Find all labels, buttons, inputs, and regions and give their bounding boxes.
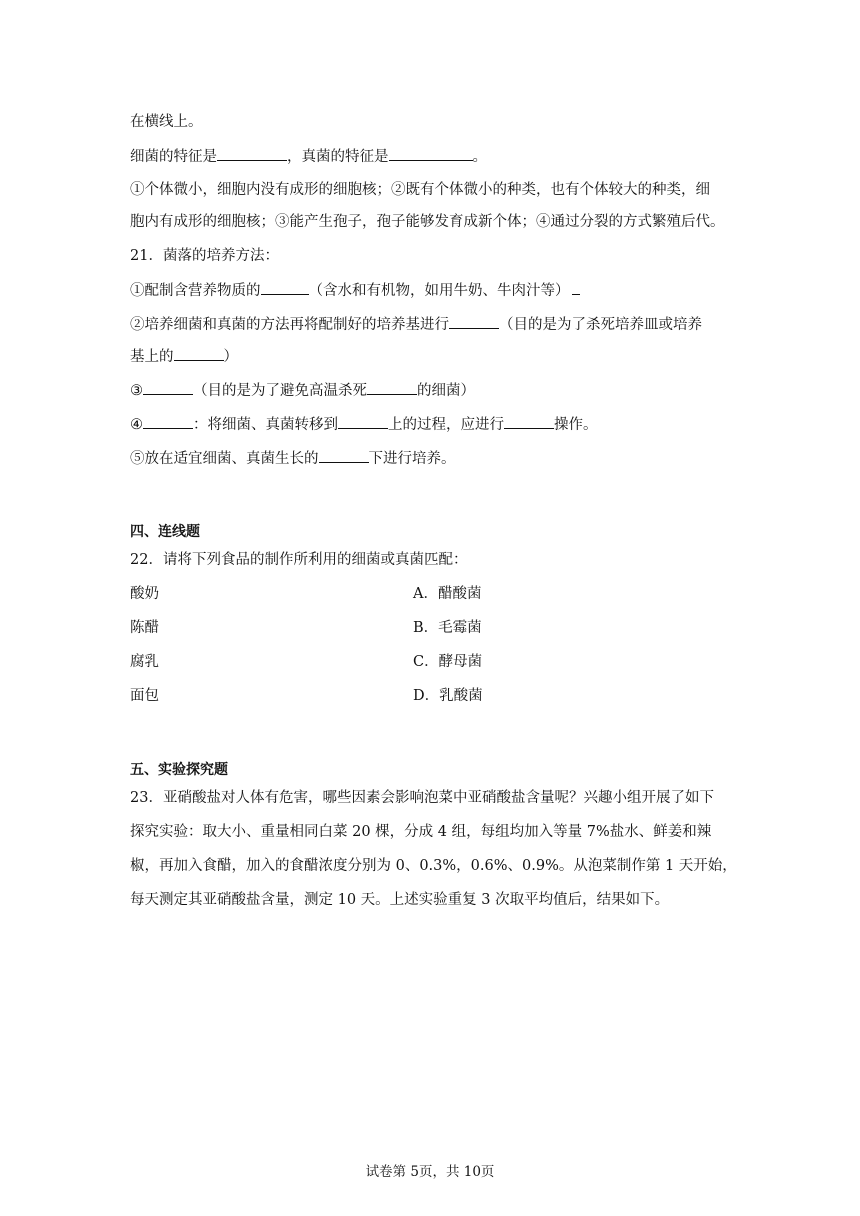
q21-step4-text-a: ④ [130, 417, 143, 433]
q23-line: 每天测定其亚硝酸盐含量，测定 10 天。上述实验重复 3 次取平均值后，结果如下。 [130, 892, 670, 908]
microbe-item[interactable]: A．醋酸菌 [413, 586, 482, 602]
q21-step3-text-a: ③ [130, 383, 143, 399]
q21-step1-text-b: （含水和有机物，如用牛奶、牛肉汁等） [308, 283, 570, 299]
q23-line: 23．亚硝酸盐对人体有危害，哪些因素会影响泡菜中亚硝酸盐含量呢？兴趣小组开展了如下 [130, 790, 714, 806]
q21-step3-text-b: （目的是为了避免高温杀死 [193, 383, 367, 399]
microbe-item[interactable]: B．毛霉菌 [413, 620, 482, 636]
q21-step4-text-d: 操作。 [554, 417, 598, 433]
answer-blank-inoculated[interactable] [367, 380, 417, 395]
food-item[interactable]: 面包 [130, 688, 159, 704]
q23-line: 椒，再加入食醋，加入的食醋浓度分别为 0、0.3%，0.6%、0.9%。从泡菜制作第 1 天开始， [130, 858, 737, 874]
q21-step5-text-a: ⑤放在适宜细菌、真菌生长的 [130, 451, 319, 467]
q21-step2 [130, 314, 702, 335]
q21-step1 [130, 280, 580, 301]
q20-prompt [130, 146, 487, 167]
answer-blank-organisms[interactable] [174, 346, 224, 361]
match-row [130, 652, 483, 672]
q20-options-line2: 胞内有成形的细胞核；③能产生孢子，孢子能够发育成新个体；④通过分裂的方式繁殖后代。 [130, 214, 725, 230]
answer-blank-conditions[interactable] [319, 448, 369, 463]
section5-heading: 五、实验探究题 [130, 762, 228, 778]
q21-step4-text-c: 上的过程，应进行 [388, 417, 504, 433]
q21-step2-text-c: 基上的 [130, 349, 174, 365]
q21-step1-text-a: ①配制含营养物质的 [130, 283, 261, 299]
q20-text-b: ，真菌的特征是 [287, 149, 389, 165]
section4-heading: 四、连线题 [130, 524, 200, 540]
answer-blank-medium[interactable] [261, 280, 309, 295]
q21-step5-text-b: 下进行培养。 [368, 451, 456, 467]
answer-blank-culture-medium[interactable] [338, 414, 388, 429]
q21-step2-text-a: ②培养细菌和真菌的方法再将配制好的培养基进行 [130, 317, 449, 333]
food-item[interactable]: 陈醋 [130, 620, 159, 636]
microbe-item[interactable]: D．乳酸菌 [413, 688, 483, 704]
intro-line: 在横线上。 [130, 114, 203, 130]
q22-question: 22．请将下列食品的制作所利用的细菌或真菌匹配： [130, 552, 468, 568]
q21-step2-cont [130, 346, 238, 367]
answer-blank-sterilize[interactable] [449, 314, 499, 329]
answer-blank-aseptic[interactable] [504, 414, 554, 429]
q21-step4 [130, 414, 598, 435]
q21-step3-text-c: 的细菌） [417, 383, 475, 399]
q21-step4-text-b: ：将细菌、真菌转移到 [193, 417, 338, 433]
answer-blank-inoculation[interactable] [143, 414, 193, 429]
q21-step2-text-d: ） [223, 349, 238, 365]
q21-step5 [130, 448, 456, 469]
microbe-item[interactable]: C．酵母菌 [413, 654, 483, 670]
q23-line: 探究实验：取大小、重量相同白菜 20 棵，分成 4 组，每组均加入等量 7%盐水、鲜姜和辣 [130, 824, 712, 840]
q20-text-a: 细菌的特征是 [130, 149, 217, 165]
match-row [130, 584, 482, 604]
answer-blank-cool[interactable] [143, 380, 193, 395]
answer-blank-fungi[interactable] [389, 146, 473, 161]
page-footer: 试卷第 5页，共 10页 [365, 1164, 495, 1180]
match-row [130, 618, 482, 638]
answer-blank-bacteria[interactable] [217, 146, 287, 161]
q21-title: 21．菌落的培养方法： [130, 248, 279, 264]
food-item[interactable]: 腐乳 [130, 654, 159, 670]
q21-step3 [130, 380, 475, 401]
match-row [130, 686, 483, 706]
food-item[interactable]: 酸奶 [130, 586, 159, 602]
q20-text-c: 。 [472, 149, 487, 165]
q21-step2-text-b: （目的是为了杀死培养皿或培养 [499, 317, 702, 333]
answer-blank-trailing[interactable] [572, 280, 580, 295]
q20-options-line1: ①个体微小，细胞内没有成形的细胞核；②既有个体微小的种类，也有个体较大的种类，细 [130, 182, 710, 198]
